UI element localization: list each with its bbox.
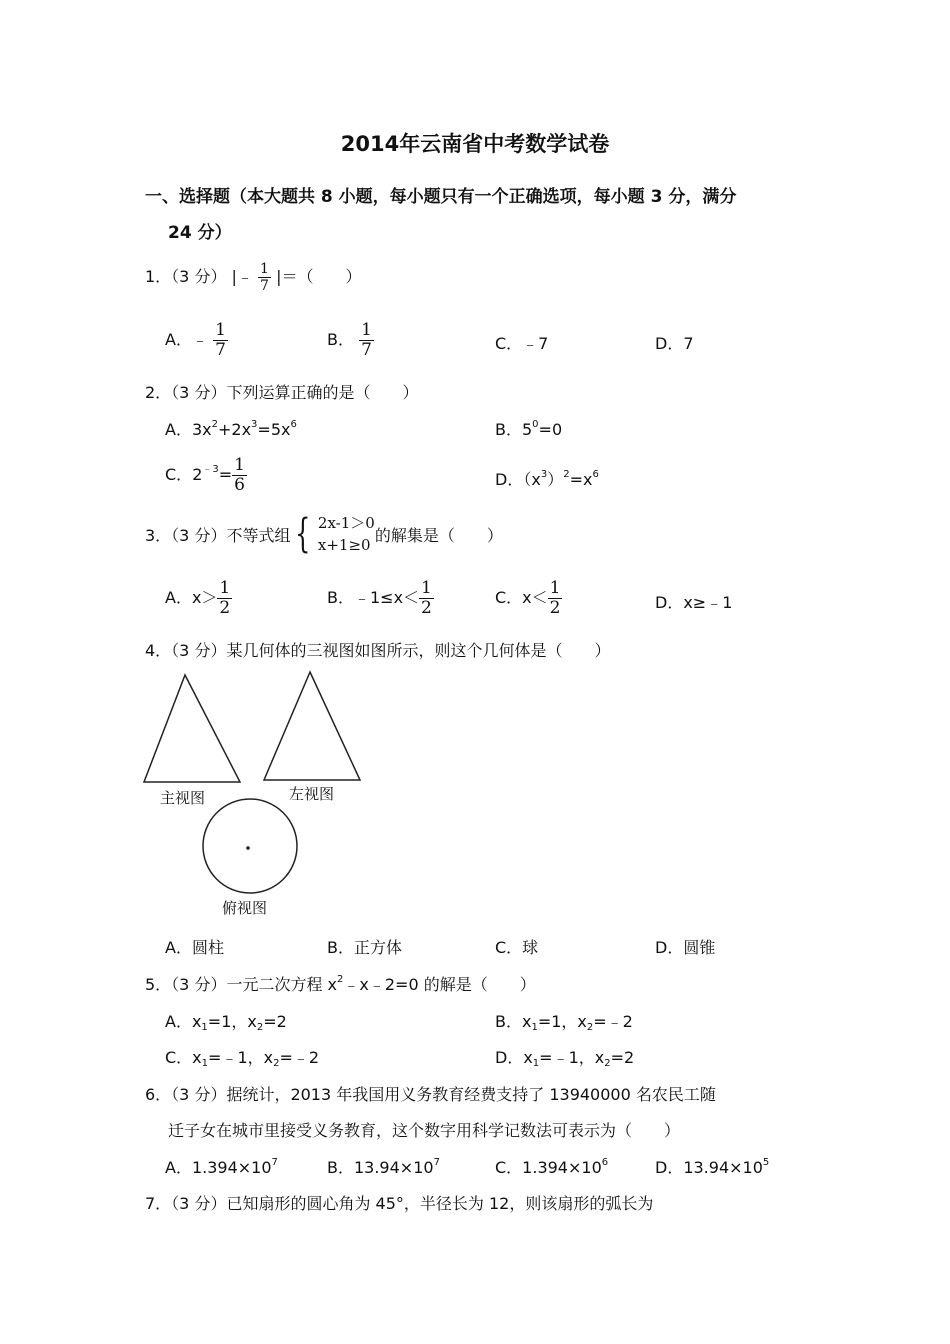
option-fraction	[359, 322, 374, 359]
q1-option-a[interactable]	[165, 322, 228, 359]
side-view-label: 左视图	[289, 785, 335, 803]
center-dot	[246, 846, 250, 850]
expr: =﹣1，x	[539, 1048, 605, 1067]
q2-option-c[interactable]	[165, 457, 247, 494]
expr: （x	[523, 470, 541, 489]
expr: =﹣2	[279, 1048, 320, 1067]
top-view-circle	[203, 799, 297, 893]
question-2: 2．（3 分）下列运算正确的是（ ）	[145, 383, 419, 402]
frac-den: 7	[215, 340, 226, 360]
q5-stem-cont: ﹣x﹣2=0 的解是（ ）	[343, 975, 536, 994]
expr: +2x	[217, 420, 252, 439]
exp: ﹣3	[202, 464, 219, 475]
expr: B．13.94×10	[327, 1158, 434, 1177]
sub: 2	[604, 1058, 611, 1069]
expr: C．1.394×10	[495, 1158, 602, 1177]
frac-den: 7	[361, 340, 372, 360]
option-text: A．x＞	[165, 588, 218, 607]
frac-num: 1	[421, 578, 432, 598]
question-7: 7．（3 分）已知扇形的圆心角为 45°，半径长为 12，则该扇形的弧长为	[145, 1194, 654, 1213]
exp: 7	[271, 1157, 278, 1168]
q3-prefix: 3．（3 分）不等式组	[145, 525, 291, 545]
option-fraction	[232, 457, 247, 494]
option-fraction	[419, 580, 434, 617]
expr: =﹣2	[593, 1012, 633, 1031]
q1-option-c[interactable]: C．﹣7	[495, 334, 549, 353]
expr: =x	[569, 470, 593, 489]
q1-fraction	[258, 262, 271, 293]
inequality-system	[290, 512, 374, 556]
section-heading-cont: 24 分）	[168, 223, 232, 243]
question-5	[145, 972, 536, 995]
frac-num: 1	[234, 455, 245, 475]
frac-num: 1	[549, 578, 561, 598]
q5-option-c[interactable]	[165, 1045, 319, 1068]
expr: B．x	[495, 1012, 532, 1031]
sub: 1	[531, 1022, 538, 1033]
frac-num: 1	[219, 578, 231, 598]
q3-option-b[interactable]	[327, 580, 434, 617]
front-view-label: 主视图	[160, 789, 206, 807]
front-view-triangle	[144, 675, 240, 782]
q5-option-b[interactable]	[495, 1009, 633, 1032]
frac-den: 6	[234, 475, 245, 495]
q1-prefix: 1．（3 分）	[145, 267, 227, 286]
exp: 6	[592, 469, 599, 480]
expr: =1，x	[207, 1012, 257, 1031]
sub: 1	[201, 1022, 208, 1033]
sub: 2	[273, 1058, 280, 1069]
q1-frac-num: 1	[260, 261, 269, 277]
exp: 2	[211, 419, 218, 430]
q3-option-a[interactable]	[165, 580, 232, 617]
page-title: 2014年云南省中考数学试卷	[340, 132, 610, 156]
q4-option-c[interactable]: C．球	[495, 938, 539, 957]
expr: =﹣1，x	[208, 1048, 274, 1067]
expr: 2	[192, 465, 203, 484]
option-text: B．﹣1≤x＜	[327, 588, 420, 607]
q1-option-d[interactable]: D．7	[655, 334, 694, 353]
expr: =2	[610, 1048, 635, 1067]
top-view-label: 俯视图	[222, 899, 268, 917]
exp: 5	[762, 1157, 770, 1168]
sub: 2	[256, 1022, 264, 1033]
sub: 1	[201, 1058, 209, 1069]
q5-option-d[interactable]	[495, 1045, 634, 1068]
q4-option-a[interactable]: A．圆柱	[165, 938, 224, 957]
exp: 2	[337, 974, 344, 985]
q3-option-d[interactable]: D．x≥﹣1	[655, 593, 733, 612]
q5-option-a[interactable]	[165, 1009, 287, 1032]
expr: =5x	[257, 420, 291, 439]
frac-den: 2	[549, 598, 561, 618]
q6-option-c[interactable]	[495, 1155, 608, 1178]
expr: =0	[538, 420, 563, 439]
q6-option-b[interactable]	[327, 1155, 440, 1178]
option-label: D．	[495, 470, 524, 489]
option-label: C．	[165, 465, 193, 484]
expr: C．x	[165, 1048, 202, 1067]
frac-num: 1	[215, 320, 226, 340]
exp: 2	[563, 469, 570, 480]
expr: 3x	[191, 420, 212, 439]
q3-option-c[interactable]	[495, 580, 562, 617]
exp: 3	[540, 469, 548, 480]
question-1	[145, 262, 361, 293]
brace-icon: {	[295, 511, 311, 557]
q1-abs-left: |﹣	[231, 267, 253, 286]
option-fraction	[548, 580, 563, 617]
expr: =2	[263, 1012, 287, 1031]
option-fraction	[213, 322, 228, 359]
exp: 6	[601, 1157, 609, 1168]
q3-suffix: 的解集是（ ）	[374, 525, 503, 545]
expr: A．1.394×10	[165, 1158, 272, 1177]
question-6: 6．（3 分）据统计，2013 年我国用义务教育经费支持了 13940000 名农民工随	[145, 1085, 716, 1104]
option-fraction	[217, 580, 232, 617]
option-label: B．	[495, 420, 522, 439]
expr: =	[218, 465, 233, 484]
exp: 0	[532, 419, 539, 430]
option-label: A．	[165, 420, 192, 439]
q4-option-d[interactable]: D．圆锥	[655, 938, 716, 957]
expr: 5	[521, 420, 533, 439]
inequality-row: 2x-1＞0	[317, 514, 375, 532]
option-label: A．	[165, 330, 192, 349]
q6-option-a[interactable]	[165, 1155, 278, 1178]
section-heading: 一、选择题（本大题共 8 小题，每小题只有一个正确选项，每小题 3 分，满分	[145, 187, 737, 207]
sub: 2	[586, 1022, 594, 1033]
exp: 7	[433, 1157, 440, 1168]
option-label: B．	[327, 330, 354, 349]
inequality-row: x+1≥0	[317, 536, 371, 554]
frac-den: 2	[421, 598, 432, 618]
q2-option-b[interactable]	[495, 417, 562, 440]
q1-option-b[interactable]	[327, 322, 374, 359]
q1-frac-den: 7	[260, 278, 269, 294]
expr: =1，x	[537, 1012, 587, 1031]
question-3	[145, 512, 503, 556]
q1-abs-right: |＝（ ）	[276, 267, 362, 286]
q6-option-d[interactable]	[655, 1155, 769, 1178]
expr: ）	[547, 470, 564, 489]
expr: D．13.94×10	[655, 1158, 763, 1177]
option-text: C．x＜	[495, 588, 548, 607]
option-sign: ﹣	[191, 330, 208, 349]
question-6-cont: 迁子女在城市里接受义务教育，这个数字用科学记数法可表示为（ ）	[168, 1121, 681, 1140]
q4-option-b[interactable]: B．正方体	[327, 938, 402, 957]
q2-option-a[interactable]	[165, 417, 297, 440]
frac-num: 1	[361, 320, 372, 340]
side-view-triangle	[264, 672, 360, 780]
expr: A．x	[165, 1012, 202, 1031]
question-4: 4．（3 分）某几何体的三视图如图所示，则这个几何体是（ ）	[145, 641, 611, 660]
q2-option-d[interactable]	[495, 467, 599, 490]
exp: 6	[290, 419, 297, 430]
expr: D．x	[495, 1048, 533, 1067]
exp: 3	[251, 419, 258, 430]
sub: 1	[532, 1058, 540, 1069]
frac-den: 2	[219, 598, 231, 618]
q5-stem: 5．（3 分）一元二次方程 x	[145, 975, 338, 994]
